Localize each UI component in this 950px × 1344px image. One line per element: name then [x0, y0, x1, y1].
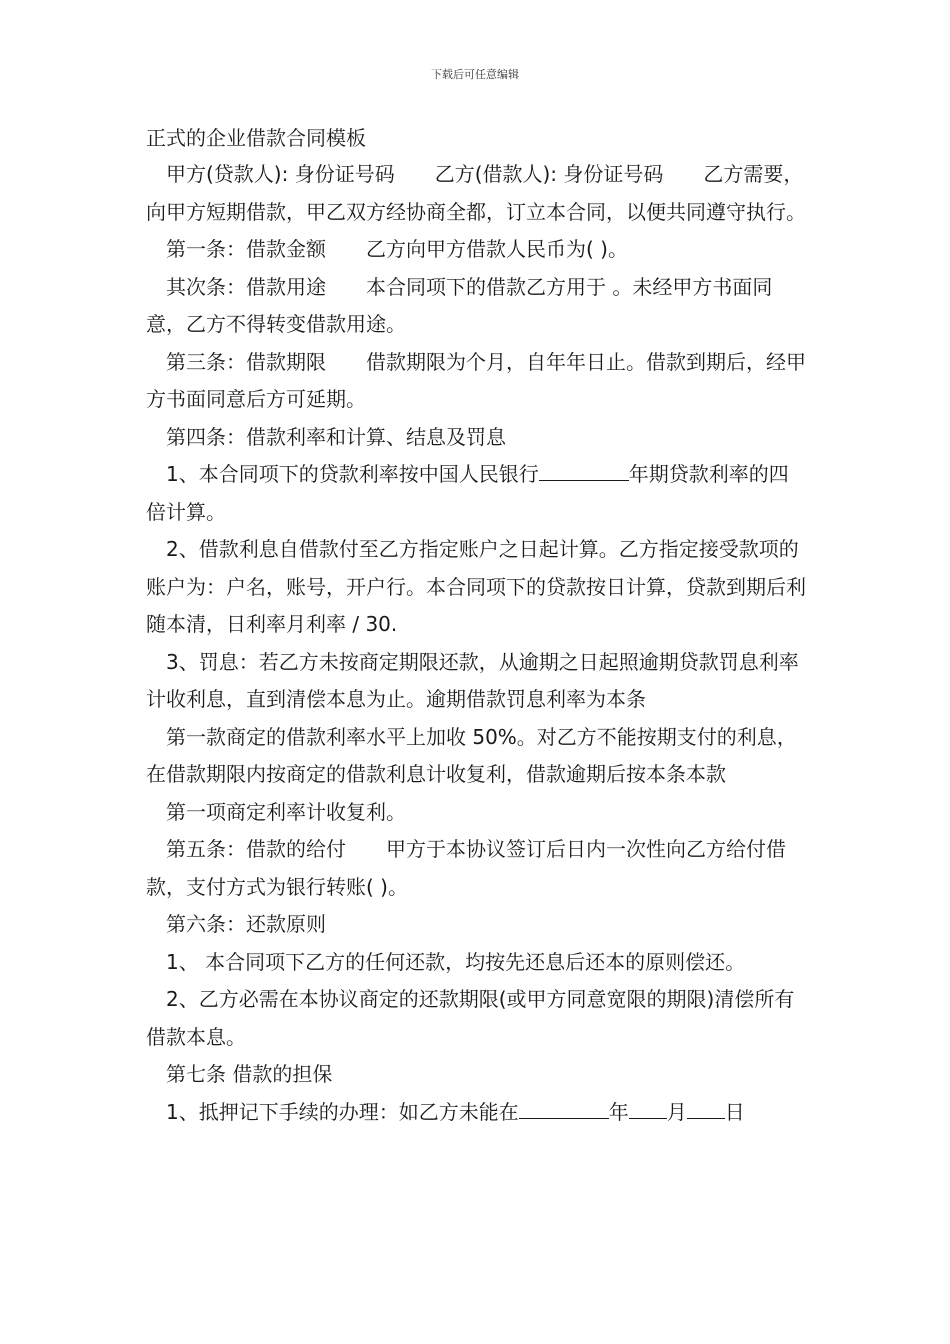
document-body — [146, 156, 806, 1131]
clause-7-heading: 第七条 借款的担保 — [166, 1062, 333, 1086]
clause-5-paragraph: 第五条：借款的给付 甲方于本协议签订后日内一次性向乙方给付借款，支付方式为银行转账( )。 — [146, 837, 786, 899]
clause-4-item-3: 3、罚息：若乙方未按商定期限还款，从逾期之日起照逾期贷款罚息利率计收利息，直到清偿本息为止。逾期借款罚息利率为本条 — [146, 649, 799, 711]
parties-paragraph: 甲方(贷款人): 身份证号码 乙方(借款人): 身份证号码 乙方需要，向甲方短期借款，甲乙双方经协商全都，订立本合同，以便共同遵守执行。 — [146, 162, 806, 224]
clause-6-item-1: 1、 本合同项下乙方的任何还款，均按先还息后还本的原则偿还。 — [166, 949, 746, 974]
clause-6-item-2: 2、乙方必需在本协议商定的还款期限(或甲方同意宽限的期限)清偿所有借款本息。 — [146, 987, 795, 1049]
clause-4-item-3-end: 第一项商定利率计收复利。 — [166, 799, 406, 824]
day-label: 日 — [724, 1099, 745, 1124]
clause-7-item-1 — [146, 1094, 806, 1132]
month-label: 月 — [666, 1099, 687, 1124]
blank-line — [687, 1096, 725, 1119]
clause-4-item-1 — [146, 456, 806, 531]
clause-4-item-1-suffix: 年期贷款利率的四倍计算。 — [146, 462, 789, 524]
header-note: 下载后可任意编辑 — [431, 68, 519, 81]
blank-line — [629, 1096, 667, 1119]
clause-2-paragraph: 其次条：借款用途 本合同项下的借款乙方用于 。未经甲方书面同意，乙方不得转变借款用途。 — [146, 274, 773, 336]
clause-6-heading: 第六条：还款原则 — [166, 912, 326, 936]
document-title: 正式的企业借款合同模板 — [146, 126, 366, 150]
year-label: 年 — [608, 1099, 629, 1124]
clause-7-item-1-prefix: 1、抵押记下手续的办理：如乙方未能在 — [166, 1099, 519, 1124]
clause-4-item-1-prefix: 1、本合同项下的贷款利率按中国人民银行 — [166, 462, 539, 486]
clause-3-paragraph: 第三条：借款期限 借款期限为个月，自年年日止。借款到期后，经甲方书面同意后方可延期。 — [146, 349, 806, 411]
clause-4-item-2: 2、借款利息自借款付至乙方指定账户之日起计算。乙方指定接受款项的账户为：户名，账号，开户行。本合同项下的贷款按日计算，贷款到期后利随本清，日利率月利率 / 30. — [146, 537, 806, 636]
clause-4-heading: 第四条：借款利率和计算、结息及罚息 — [166, 424, 506, 449]
clause-4-item-3-continued: 第一款商定的借款利率水平上加收 50%。对乙方不能按期支付的利息，在借款期限内按商定的借款利息计收复利，借款逾期后按本条本款 — [146, 724, 797, 786]
clause-1-paragraph: 第一条：借款金额 乙方向甲方借款人民币为( )。 — [166, 237, 628, 261]
blank-line — [519, 1096, 609, 1119]
blank-line — [539, 458, 629, 481]
